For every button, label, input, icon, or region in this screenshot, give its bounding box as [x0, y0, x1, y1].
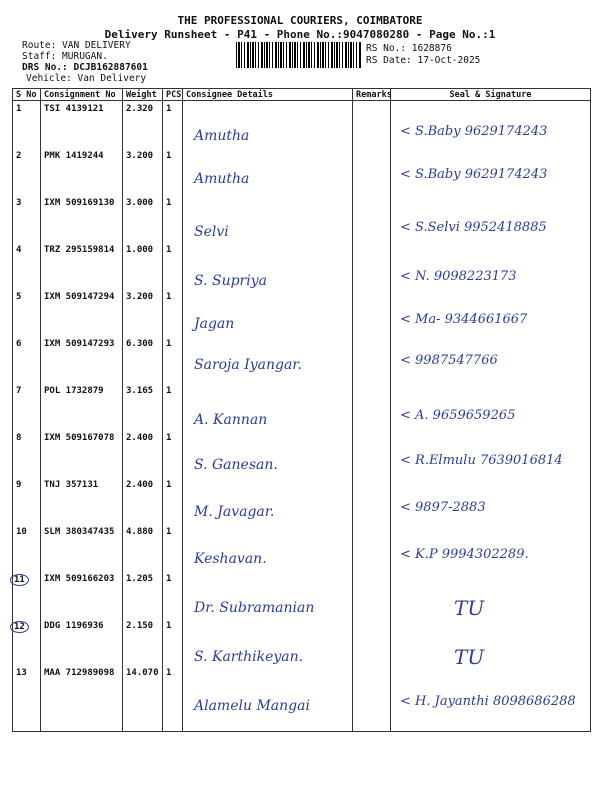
col-header-consignment: Consignment No [41, 89, 123, 101]
consignee-handwriting: Keshavan. [194, 551, 267, 567]
consignee-cell [183, 477, 353, 524]
remarks-cell [353, 289, 391, 336]
consignment-cell [41, 477, 123, 524]
consignment-cell [41, 618, 123, 665]
pcs-text: 1 [166, 621, 172, 631]
signature-handwriting: < H. Jayanthi 8098686288 [400, 694, 576, 709]
pcs-text: 1 [166, 574, 172, 584]
signature-handwriting: < A. 9659659265 [400, 408, 516, 423]
sno-text: 11 [10, 574, 29, 586]
consignee-cell [183, 289, 353, 336]
consignment-cell [41, 383, 123, 430]
weight-cell [123, 571, 163, 618]
weight-cell [123, 524, 163, 571]
pcs-cell [163, 101, 183, 149]
pcs-text: 1 [166, 480, 172, 490]
remarks-cell [353, 195, 391, 242]
signature-handwriting: < R.Elmulu 7639016814 [400, 453, 563, 468]
consignment-cell [41, 665, 123, 732]
col-header-weight: Weight [123, 89, 163, 101]
consignee-handwriting: Saroja Iyangar. [194, 357, 302, 373]
rs-number: RS No.: 1628876 [366, 43, 452, 54]
consignee-cell [183, 242, 353, 289]
consignment-text: PMK 1419244 [44, 151, 104, 161]
sno-cell [13, 430, 41, 477]
pcs-cell [163, 618, 183, 665]
consignee-cell [183, 383, 353, 430]
pcs-cell [163, 665, 183, 732]
consignee-cell [183, 336, 353, 383]
remarks-cell [353, 477, 391, 524]
signature-handwriting: < 9897-2883 [400, 500, 486, 515]
sno-cell [13, 148, 41, 195]
runsheet-subtitle: Delivery Runsheet - P41 - Phone No.:9047080280 - Page No.:1 [104, 28, 496, 41]
sno-cell [13, 289, 41, 336]
sno-cell [13, 383, 41, 430]
consignee-cell [183, 148, 353, 195]
weight-text: 3.200 [126, 151, 154, 161]
sno-text: 1 [16, 104, 22, 114]
table-header-row [13, 89, 591, 101]
remarks-cell [353, 618, 391, 665]
consignment-cell [41, 289, 123, 336]
remarks-cell [353, 383, 391, 430]
consignee-handwriting: Jagan [194, 316, 235, 332]
sno-cell [13, 336, 41, 383]
table-row [13, 148, 591, 195]
weight-cell [123, 101, 163, 149]
pcs-text: 1 [166, 433, 172, 443]
company-title: THE PROFESSIONAL COURIERS, COIMBATORE [177, 14, 423, 27]
pcs-text: 1 [166, 151, 172, 161]
sno-text: 12 [10, 621, 29, 633]
signature-cell [391, 289, 591, 336]
consignment-cell [41, 571, 123, 618]
table-row [13, 101, 591, 149]
consignee-handwriting: Alamelu Mangai [194, 698, 310, 714]
col-header-signature: Seal & Signature [391, 89, 591, 101]
signature-cell [391, 618, 591, 669]
sno-text: 4 [16, 245, 22, 255]
table-row [13, 477, 591, 524]
consignee-cell [183, 430, 353, 477]
weight-text: 2.320 [126, 104, 154, 114]
pcs-text: 1 [166, 198, 172, 208]
weight-cell [123, 477, 163, 524]
pcs-text: 1 [166, 104, 172, 114]
signature-cell [391, 524, 591, 571]
remarks-cell [353, 101, 391, 149]
table-row [13, 383, 591, 430]
consignment-cell [41, 101, 123, 149]
drs-number: DRS No.: DCJB162887601 [22, 62, 148, 73]
col-header-consignee: Consignee Details [183, 89, 353, 101]
consignment-cell [41, 148, 123, 195]
signature-handwriting: < S.Baby 9629174243 [400, 124, 548, 139]
sno-text: 6 [16, 339, 22, 349]
sno-cell [13, 571, 41, 618]
pcs-cell [163, 289, 183, 336]
remarks-cell [353, 336, 391, 383]
col-header-remarks: Remarks [353, 89, 391, 101]
signature-handwriting: < 9987547766 [400, 353, 498, 368]
pcs-cell [163, 524, 183, 571]
consignment-text: TNJ 357131 [44, 480, 99, 490]
consignee-handwriting: M. Javagar. [194, 504, 275, 520]
table-row [13, 665, 591, 732]
pcs-cell [163, 477, 183, 524]
weight-text: 2.400 [126, 480, 154, 490]
signature-handwriting: < K.P 9994302289. [400, 547, 529, 562]
consignment-text: IXM 509147293 [44, 339, 115, 349]
signature-cell [391, 148, 591, 195]
consignment-cell [41, 524, 123, 571]
consignment-text: IXM 509169130 [44, 198, 115, 208]
consignee-handwriting: S. Supriya [194, 273, 267, 289]
signature-handwriting: TU [454, 645, 485, 669]
pcs-cell [163, 195, 183, 242]
signature-handwriting: < Ma- 9344661667 [400, 312, 528, 327]
remarks-cell [353, 524, 391, 571]
remarks-cell [353, 665, 391, 732]
weight-text: 3.165 [126, 386, 154, 396]
consignee-handwriting: A. Kannan [194, 412, 268, 428]
signature-handwriting: < S.Selvi 9952418885 [400, 220, 547, 235]
consignee-cell [183, 195, 353, 242]
consignee-cell [183, 101, 353, 149]
remarks-cell [353, 430, 391, 477]
weight-text: 4.880 [126, 527, 154, 537]
sno-text: 8 [16, 433, 22, 443]
consignment-text: IXM 509167078 [44, 433, 115, 443]
consignment-text: TRZ 295159814 [44, 245, 115, 255]
signature-cell [391, 242, 591, 289]
pcs-text: 1 [166, 668, 172, 678]
weight-cell [123, 336, 163, 383]
consignment-text: MAA 712989098 [44, 668, 115, 678]
runsheet-table [12, 88, 591, 732]
weight-cell [123, 195, 163, 242]
consignee-handwriting: S. Karthikeyan. [194, 649, 304, 665]
sno-cell [13, 665, 41, 732]
vehicle-text: Vehicle: Van Delivery [26, 73, 147, 84]
table-row [13, 618, 591, 665]
table-row [13, 336, 591, 383]
consignment-text: DDG 1196936 [44, 621, 104, 631]
rs-date: RS Date: 17-Oct-2025 [366, 55, 481, 66]
weight-text: 1.205 [126, 574, 154, 584]
sno-text: 5 [16, 292, 22, 302]
consignee-cell [183, 524, 353, 571]
sno-cell [13, 195, 41, 242]
table-row [13, 195, 591, 242]
signature-cell [391, 336, 591, 383]
consignment-cell [41, 430, 123, 477]
consignee-handwriting: S. Ganesan. [194, 457, 278, 473]
route-text: Route: VAN DELIVERY [22, 40, 131, 51]
remarks-cell [353, 242, 391, 289]
consignment-text: IXM 509147294 [44, 292, 115, 302]
weight-text: 3.200 [126, 292, 154, 302]
signature-cell [391, 195, 591, 242]
pcs-text: 1 [166, 386, 172, 396]
sno-text: 9 [16, 480, 22, 490]
consignment-text: POL 1732879 [44, 386, 104, 396]
weight-cell [123, 618, 163, 665]
staff-text: Staff: MURUGAN. [22, 51, 108, 62]
pcs-cell [163, 571, 183, 618]
consignee-handwriting: Dr. Subramanian [194, 600, 315, 616]
table-row [13, 571, 591, 618]
barcode-image [236, 42, 362, 68]
col-header-pcs: PCS [163, 89, 183, 101]
pcs-cell [163, 148, 183, 195]
signature-cell [391, 665, 591, 732]
pcs-cell [163, 336, 183, 383]
signature-cell [391, 571, 591, 618]
weight-text: 2.150 [126, 621, 154, 631]
weight-cell [123, 430, 163, 477]
sno-cell [13, 618, 41, 665]
sno-text: 10 [16, 527, 27, 537]
sno-cell [13, 242, 41, 289]
consignment-text: SLM 380347435 [44, 527, 115, 537]
signature-cell [391, 383, 591, 430]
pcs-cell [163, 383, 183, 430]
weight-text: 6.300 [126, 339, 154, 349]
consignment-cell [41, 336, 123, 383]
sno-cell [13, 524, 41, 571]
consignment-text: IXM 509166203 [44, 574, 115, 584]
remarks-cell [353, 571, 391, 618]
signature-handwriting: < N. 9098223173 [400, 269, 517, 284]
weight-cell [123, 289, 163, 336]
signature-cell [391, 477, 591, 524]
consignee-cell [183, 618, 353, 665]
weight-text: 2.400 [126, 433, 154, 443]
signature-handwriting: TU [454, 596, 485, 620]
pcs-text: 1 [166, 245, 172, 255]
consignment-cell [41, 195, 123, 242]
consignee-cell [183, 665, 353, 732]
weight-cell [123, 148, 163, 195]
signature-cell [391, 430, 591, 477]
consignment-cell [41, 242, 123, 289]
weight-cell [123, 242, 163, 289]
sno-cell [13, 101, 41, 149]
weight-text: 1.000 [126, 245, 154, 255]
sno-text: 7 [16, 386, 22, 396]
sno-cell [13, 477, 41, 524]
remarks-cell [353, 148, 391, 195]
table-row [13, 289, 591, 336]
consignee-handwriting: Amutha [194, 171, 250, 187]
table-row [13, 524, 591, 571]
pcs-text: 1 [166, 339, 172, 349]
consignee-handwriting: Selvi [194, 224, 229, 240]
consignee-handwriting: Amutha [194, 128, 250, 144]
col-header-sno: S No [13, 89, 41, 101]
signature-cell [391, 101, 591, 149]
pcs-cell [163, 242, 183, 289]
pcs-cell [163, 430, 183, 477]
consignee-cell [183, 571, 353, 618]
signature-handwriting: < S.Baby 9629174243 [400, 167, 548, 182]
pcs-text: 1 [166, 527, 172, 537]
weight-text: 14.070 [126, 668, 159, 678]
table-row [13, 242, 591, 289]
weight-text: 3.000 [126, 198, 154, 208]
weight-cell [123, 665, 163, 732]
pcs-text: 1 [166, 292, 172, 302]
sno-text: 2 [16, 151, 22, 161]
sno-text: 13 [16, 668, 27, 678]
table-row [13, 430, 591, 477]
sno-text: 3 [16, 198, 22, 208]
consignment-text: TSI 4139121 [44, 104, 104, 114]
weight-cell [123, 383, 163, 430]
